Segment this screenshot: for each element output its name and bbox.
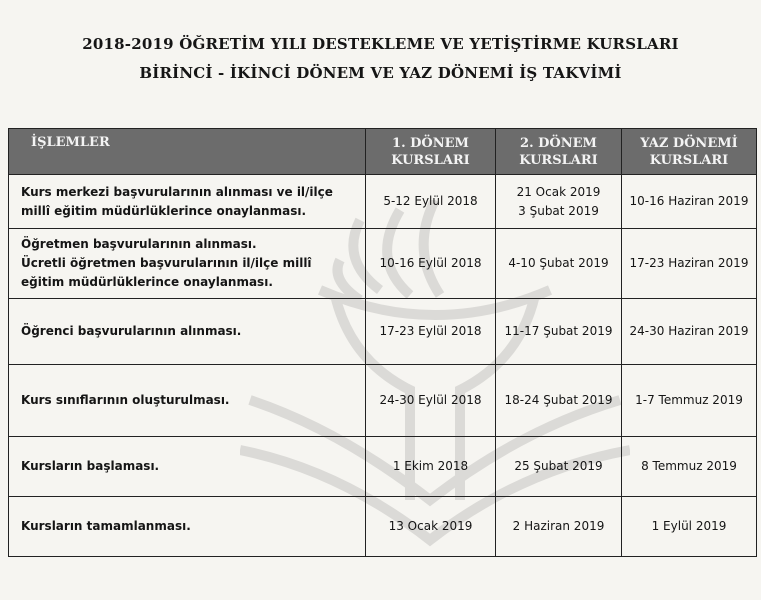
- yaz-date: 1 Eylül 2019: [622, 497, 757, 557]
- table-row: [9, 365, 757, 437]
- operation-text: Öğretmen başvurularının alınması.: [21, 237, 257, 251]
- table-row: [9, 299, 757, 365]
- table-row: [9, 497, 757, 557]
- yaz-date: 24-30 Haziran 2019: [622, 299, 757, 365]
- donem1-date: 10-16 Eylül 2018: [366, 229, 496, 299]
- operation-text: Ücretli öğretmen başvurularının il/ilçe millî: [21, 256, 312, 270]
- donem2-date: [496, 437, 622, 497]
- header-yaz-line1: YAZ DÖNEMİ: [640, 135, 738, 151]
- donem2-date: [496, 497, 622, 557]
- header-islemler: İŞLEMLER: [9, 129, 366, 175]
- yaz-date: 8 Temmuz 2019: [622, 437, 757, 497]
- header-donem2-line1: 2. DÖNEM: [520, 135, 597, 151]
- donem2-date-line: 3 Şubat 2019: [518, 203, 599, 218]
- donem1-date: 17-23 Eylül 2018: [366, 299, 496, 365]
- donem2-date-line: 11-17 Şubat 2019: [504, 324, 613, 338]
- yaz-date: 17-23 Haziran 2019: [622, 229, 757, 299]
- donem2-date: [496, 365, 622, 437]
- table-row: [9, 437, 757, 497]
- donem2-date: [496, 175, 622, 229]
- header-yaz: [622, 129, 757, 175]
- operation-text: millî eğitim müdürlüklerince onaylanması.: [21, 203, 307, 218]
- donem2-date-line: 25 Şubat 2019: [514, 459, 603, 473]
- donem1-date: 24-30 Eylül 2018: [366, 365, 496, 437]
- operation-cell: [9, 229, 366, 299]
- operation-text: Öğrenci başvurularının alınması.: [21, 324, 242, 338]
- operation-cell: [9, 175, 366, 229]
- header-donem1: [366, 129, 496, 175]
- operation-text: eğitim müdürlüklerince onaylanması.: [21, 275, 273, 289]
- donem1-date: 5-12 Eylül 2018: [366, 175, 496, 229]
- donem2-date-line: 2 Haziran 2019: [512, 519, 605, 533]
- table-row: [9, 229, 757, 299]
- header-donem1-line1: 1. DÖNEM: [392, 135, 469, 151]
- donem1-date: 1 Ekim 2018: [366, 437, 496, 497]
- table-header-row: [9, 129, 757, 175]
- document-subtitle: BİRİNCİ - İKİNCİ DÖNEM VE YAZ DÖNEMİ İŞ TAKVİMİ: [139, 64, 622, 82]
- table-row: [9, 175, 757, 229]
- yaz-date: 10-16 Haziran 2019: [622, 175, 757, 229]
- header-donem2-line2: KURSLARI: [519, 152, 598, 168]
- header-donem1-line2: KURSLARI: [391, 152, 470, 168]
- schedule-table: [8, 128, 757, 557]
- donem2-date-line: 18-24 Şubat 2019: [504, 393, 613, 407]
- donem2-date: [496, 229, 622, 299]
- yaz-date: 1-7 Temmuz 2019: [622, 365, 757, 437]
- operation-cell: [9, 437, 366, 497]
- header-yaz-line2: KURSLARI: [649, 152, 729, 168]
- donem1-date: 13 Ocak 2019: [366, 497, 496, 557]
- operation-text: Kurs sınıflarının oluşturulması.: [21, 393, 230, 407]
- operation-text: Kursların tamamlanması.: [21, 519, 191, 533]
- operation-cell: [9, 299, 366, 365]
- donem2-date-line: 21 Ocak 2019: [516, 184, 601, 199]
- operation-cell: [9, 497, 366, 557]
- operation-cell: [9, 365, 366, 437]
- operation-text: Kurs merkezi başvurularının alınması ve il/ilçe: [21, 184, 333, 199]
- donem2-date: [496, 299, 622, 365]
- document-title: 2018-2019 ÖĞRETİM YILI DESTEKLEME VE YETİŞTİRME KURSLARI: [82, 35, 679, 53]
- operation-text: Kursların başlaması.: [21, 459, 160, 473]
- donem2-date-line: 4-10 Şubat 2019: [508, 256, 609, 270]
- header-donem2: [496, 129, 622, 175]
